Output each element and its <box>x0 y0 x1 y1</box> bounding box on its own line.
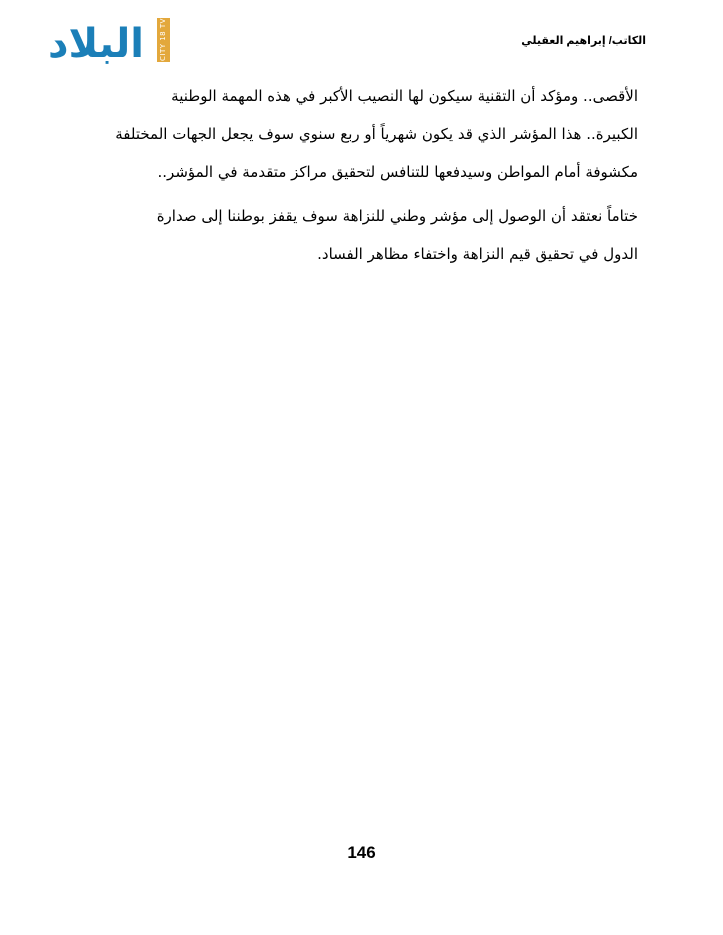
logo <box>48 16 178 66</box>
paragraph-1 <box>84 77 638 191</box>
paragraph-line: مكشوفة أمام المواطن وسيدفعها للتنافس لتحقيق مراكز متقدمة في المؤشر.. <box>157 163 638 181</box>
paragraph-2 <box>84 197 638 273</box>
paragraph-line: ختاماً نعتقد أن الوصول إلى مؤشر وطني للنزاهة سوف يقفز بوطننا إلى صدارة <box>156 207 638 225</box>
paragraph-line: الكبيرة.. هذا المؤشر الذي قد يكون شهرياً أو ربع سنوي سوف يجعل الجهات المختلفة <box>115 125 638 143</box>
paragraph-line: الأقصى.. ومؤكد أن التقنية سيكون لها النصيب الأكبر في هذه المهمة الوطنية <box>171 87 638 105</box>
logo-wordmark: البلاد <box>48 21 144 67</box>
author-name: الكاتب/ إبراهيم العقيلي <box>521 35 646 47</box>
page-number: 146 <box>347 843 376 862</box>
paragraph-line: الدول في تحقيق قيم النزاهة واختفاء مظاهر الفساد. <box>317 245 638 263</box>
logo-tagline: CITY 18 TV <box>157 18 170 62</box>
